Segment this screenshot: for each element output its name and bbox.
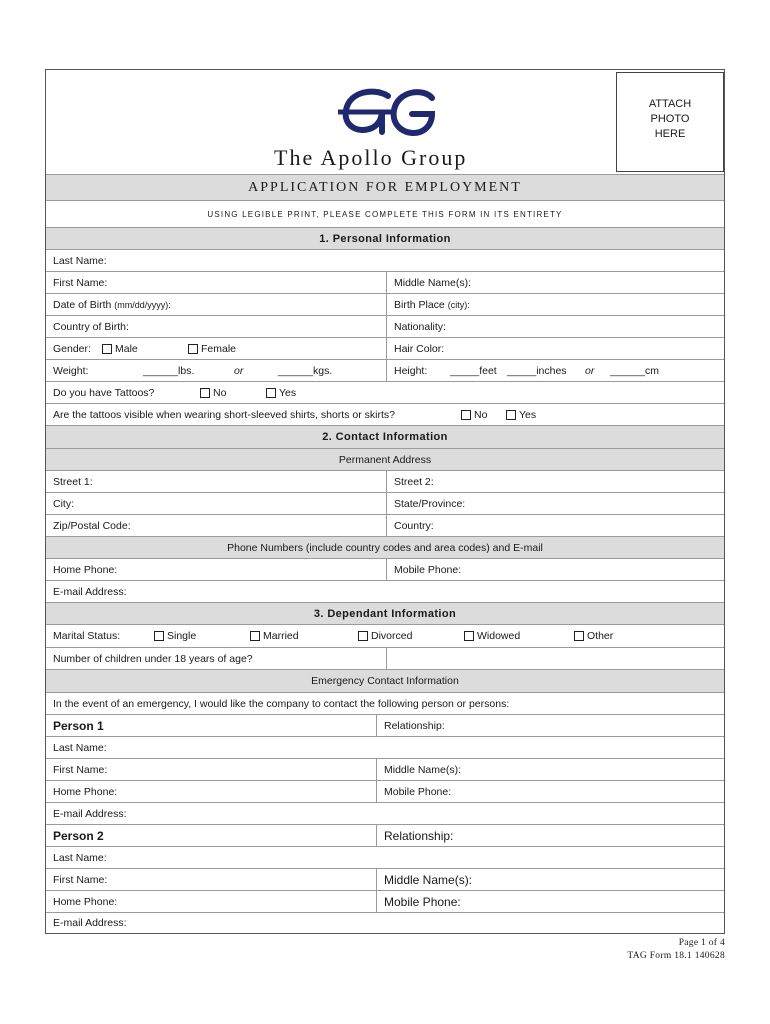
section-contact-heading bbox=[46, 425, 724, 448]
checkbox-female[interactable] bbox=[188, 344, 198, 354]
height-cm: ______cm bbox=[610, 364, 660, 377]
married-label: Married bbox=[263, 630, 299, 642]
row-tattoos bbox=[46, 381, 724, 403]
divorced-label: Divorced bbox=[371, 630, 413, 642]
row-person2-first[interactable] bbox=[46, 868, 724, 890]
photo-box-line-2: PHOTO bbox=[650, 113, 690, 125]
label-first-name: First Name: bbox=[53, 276, 108, 289]
label-weight: Weight: bbox=[53, 364, 89, 377]
label-last-name: Last Name: bbox=[53, 851, 107, 864]
label-middle-names: Middle Name(s): bbox=[376, 869, 472, 890]
weight-kgs: ______kgs. bbox=[278, 364, 333, 377]
row-gender bbox=[46, 337, 724, 359]
subsection-heading: Permanent Address bbox=[338, 453, 432, 466]
row-tattoos-visible bbox=[46, 403, 724, 425]
label-email: E-mail Address: bbox=[53, 807, 127, 820]
row-city[interactable] bbox=[46, 492, 724, 514]
row-children[interactable] bbox=[46, 647, 724, 669]
instructions-row bbox=[46, 200, 724, 227]
marital-divorced-option[interactable] bbox=[358, 625, 412, 647]
label-street-2: Street 2: bbox=[386, 471, 434, 492]
emergency-intro: In the event of an emergency, I would like the company to contact the following person or persons: bbox=[53, 697, 510, 710]
tattoos-no-label: No bbox=[213, 386, 227, 399]
label-marital: Marital Status: bbox=[53, 630, 121, 642]
label-state: State/Province: bbox=[386, 493, 465, 514]
row-marital bbox=[46, 624, 724, 647]
label-relationship: Relationship: bbox=[376, 825, 453, 846]
male-label: Male bbox=[115, 342, 138, 355]
marital-single-option[interactable] bbox=[154, 625, 196, 647]
section-heading: 3. Dependant Information bbox=[313, 607, 457, 620]
company-name: The Apollo Group bbox=[274, 145, 468, 170]
label-hair-color: Hair Color: bbox=[386, 338, 444, 359]
marital-married-option[interactable] bbox=[250, 625, 299, 647]
birth-place-text: Birth Place bbox=[394, 298, 445, 311]
label-mobile-phone: Mobile Phone: bbox=[386, 559, 461, 580]
label-first-name: First Name: bbox=[53, 873, 108, 886]
person-2-label: Person 2 bbox=[53, 828, 104, 843]
permanent-address-heading bbox=[46, 448, 724, 470]
emergency-heading-row bbox=[46, 669, 724, 692]
tattoos-no-option[interactable] bbox=[200, 382, 226, 403]
visible-yes-label: Yes bbox=[519, 408, 537, 421]
label-gender: Gender: bbox=[53, 342, 91, 355]
section-dependant-heading bbox=[46, 602, 724, 624]
checkbox-visible-no[interactable] bbox=[461, 410, 471, 420]
checkbox-visible-yes[interactable] bbox=[506, 410, 516, 420]
checkbox-tattoos-no[interactable] bbox=[200, 388, 210, 398]
label-tattoos-visible: Are the tattoos visible when wearing short-sleeved shirts, shorts or skirts? bbox=[53, 408, 395, 421]
label-home-phone: Home Phone: bbox=[53, 895, 118, 908]
label-country: Country: bbox=[386, 515, 434, 536]
row-street[interactable] bbox=[46, 470, 724, 492]
other-label: Other bbox=[587, 630, 614, 642]
page-number: Page 1 of 4 bbox=[678, 938, 725, 948]
attach-photo-box[interactable] bbox=[616, 72, 724, 172]
female-label: Female bbox=[201, 342, 237, 355]
label-children: Number of children under 18 years of age? bbox=[53, 652, 253, 665]
row-emergency-intro bbox=[46, 692, 724, 714]
row-person2-last[interactable] bbox=[46, 846, 724, 868]
gender-female-option[interactable] bbox=[188, 338, 236, 359]
dob-hint: (mm/dd/yyyy): bbox=[114, 299, 171, 310]
gender-male-option[interactable] bbox=[102, 338, 138, 359]
form-header bbox=[46, 70, 724, 174]
form-id: TAG Form 18.1 140628 bbox=[627, 951, 725, 961]
single-label: Single bbox=[167, 630, 197, 642]
checkbox-divorced[interactable] bbox=[358, 631, 368, 641]
dob-text: Date of Birth bbox=[53, 298, 112, 311]
label-last-name: Last Name: bbox=[53, 254, 107, 267]
label-birth-place bbox=[386, 294, 470, 315]
checkbox-married[interactable] bbox=[250, 631, 260, 641]
checkbox-other[interactable] bbox=[574, 631, 584, 641]
row-person1-last[interactable] bbox=[46, 736, 724, 758]
height-inches: _____inches bbox=[507, 364, 567, 377]
row-phones[interactable] bbox=[46, 558, 724, 580]
section-heading: 1. Personal Information bbox=[319, 232, 451, 245]
photo-box-line-1: ATTACH bbox=[648, 98, 692, 110]
label-tattoos: Do you have Tattoos? bbox=[53, 386, 155, 399]
label-nationality: Nationality: bbox=[386, 316, 446, 337]
visible-yes-option[interactable] bbox=[506, 404, 536, 425]
form-title-row bbox=[46, 174, 724, 200]
label-last-name: Last Name: bbox=[53, 741, 107, 754]
label-home-phone: Home Phone: bbox=[53, 563, 118, 576]
checkbox-male[interactable] bbox=[102, 344, 112, 354]
label-zip: Zip/Postal Code: bbox=[53, 519, 131, 532]
label-middle-names: Middle Name(s): bbox=[386, 272, 471, 293]
label-first-name: First Name: bbox=[53, 763, 108, 776]
person-1-label: Person 1 bbox=[53, 718, 104, 733]
tattoos-yes-label: Yes bbox=[279, 386, 297, 399]
row-country-birth[interactable] bbox=[46, 315, 724, 337]
section-heading: 2. Contact Information bbox=[322, 431, 448, 443]
form-title: APPLICATION FOR EMPLOYMENT bbox=[248, 179, 522, 195]
photo-box-line-3: HERE bbox=[654, 128, 686, 140]
label-home-phone: Home Phone: bbox=[53, 785, 118, 798]
weight-or: or bbox=[234, 364, 244, 377]
checkbox-widowed[interactable] bbox=[464, 631, 474, 641]
row-person2-header[interactable] bbox=[46, 824, 724, 846]
label-country-birth: Country of Birth: bbox=[53, 320, 129, 333]
label-street-1: Street 1: bbox=[53, 475, 93, 488]
phone-heading-row bbox=[46, 536, 724, 558]
label-city: City: bbox=[53, 497, 74, 510]
children-answer-cell[interactable] bbox=[386, 648, 724, 669]
row-email[interactable] bbox=[46, 580, 724, 602]
marital-widowed-option[interactable] bbox=[464, 625, 520, 647]
label-middle-names: Middle Name(s): bbox=[376, 759, 461, 780]
row-person1-email[interactable] bbox=[46, 802, 724, 824]
visible-no-label: No bbox=[474, 408, 488, 421]
widowed-label: Widowed bbox=[477, 630, 521, 642]
row-zip[interactable] bbox=[46, 514, 724, 536]
employment-form bbox=[45, 69, 725, 934]
subsection-heading: Phone Numbers (include country codes and area codes) and E-mail bbox=[227, 541, 543, 554]
row-person2-phones[interactable] bbox=[46, 890, 724, 912]
marital-other-option[interactable] bbox=[574, 625, 613, 647]
checkbox-tattoos-yes[interactable] bbox=[266, 388, 276, 398]
tattoos-yes-option[interactable] bbox=[266, 382, 296, 403]
instructions: USING LEGIBLE PRINT, PLEASE COMPLETE THIS FORM IN ITS ENTIRETY bbox=[207, 209, 563, 219]
row-dob[interactable] bbox=[46, 293, 724, 315]
row-person1-header[interactable] bbox=[46, 714, 724, 736]
row-weight-height[interactable] bbox=[46, 359, 724, 381]
row-person1-first[interactable] bbox=[46, 758, 724, 780]
row-person2-email[interactable] bbox=[46, 912, 724, 933]
height-or: or bbox=[585, 364, 595, 377]
label-relationship: Relationship: bbox=[376, 715, 445, 736]
row-first-name[interactable] bbox=[46, 271, 724, 293]
height-feet: _____feet bbox=[450, 364, 497, 377]
row-last-name[interactable] bbox=[46, 249, 724, 271]
row-person1-phones[interactable] bbox=[46, 780, 724, 802]
subsection-heading: Emergency Contact Information bbox=[311, 675, 459, 687]
apollo-group-logo bbox=[336, 86, 436, 142]
label-mobile-phone: Mobile Phone: bbox=[376, 891, 461, 912]
visible-no-option[interactable] bbox=[461, 404, 487, 425]
weight-lbs: ______lbs. bbox=[143, 364, 195, 377]
birth-place-hint: (city): bbox=[447, 299, 470, 310]
label-height: Height: bbox=[386, 360, 427, 381]
label-email: E-mail Address: bbox=[53, 917, 127, 929]
label-dob bbox=[46, 294, 171, 315]
checkbox-single[interactable] bbox=[154, 631, 164, 641]
label-email: E-mail Address: bbox=[53, 585, 127, 598]
label-mobile-phone: Mobile Phone: bbox=[376, 781, 451, 802]
section-personal-heading bbox=[46, 227, 724, 249]
